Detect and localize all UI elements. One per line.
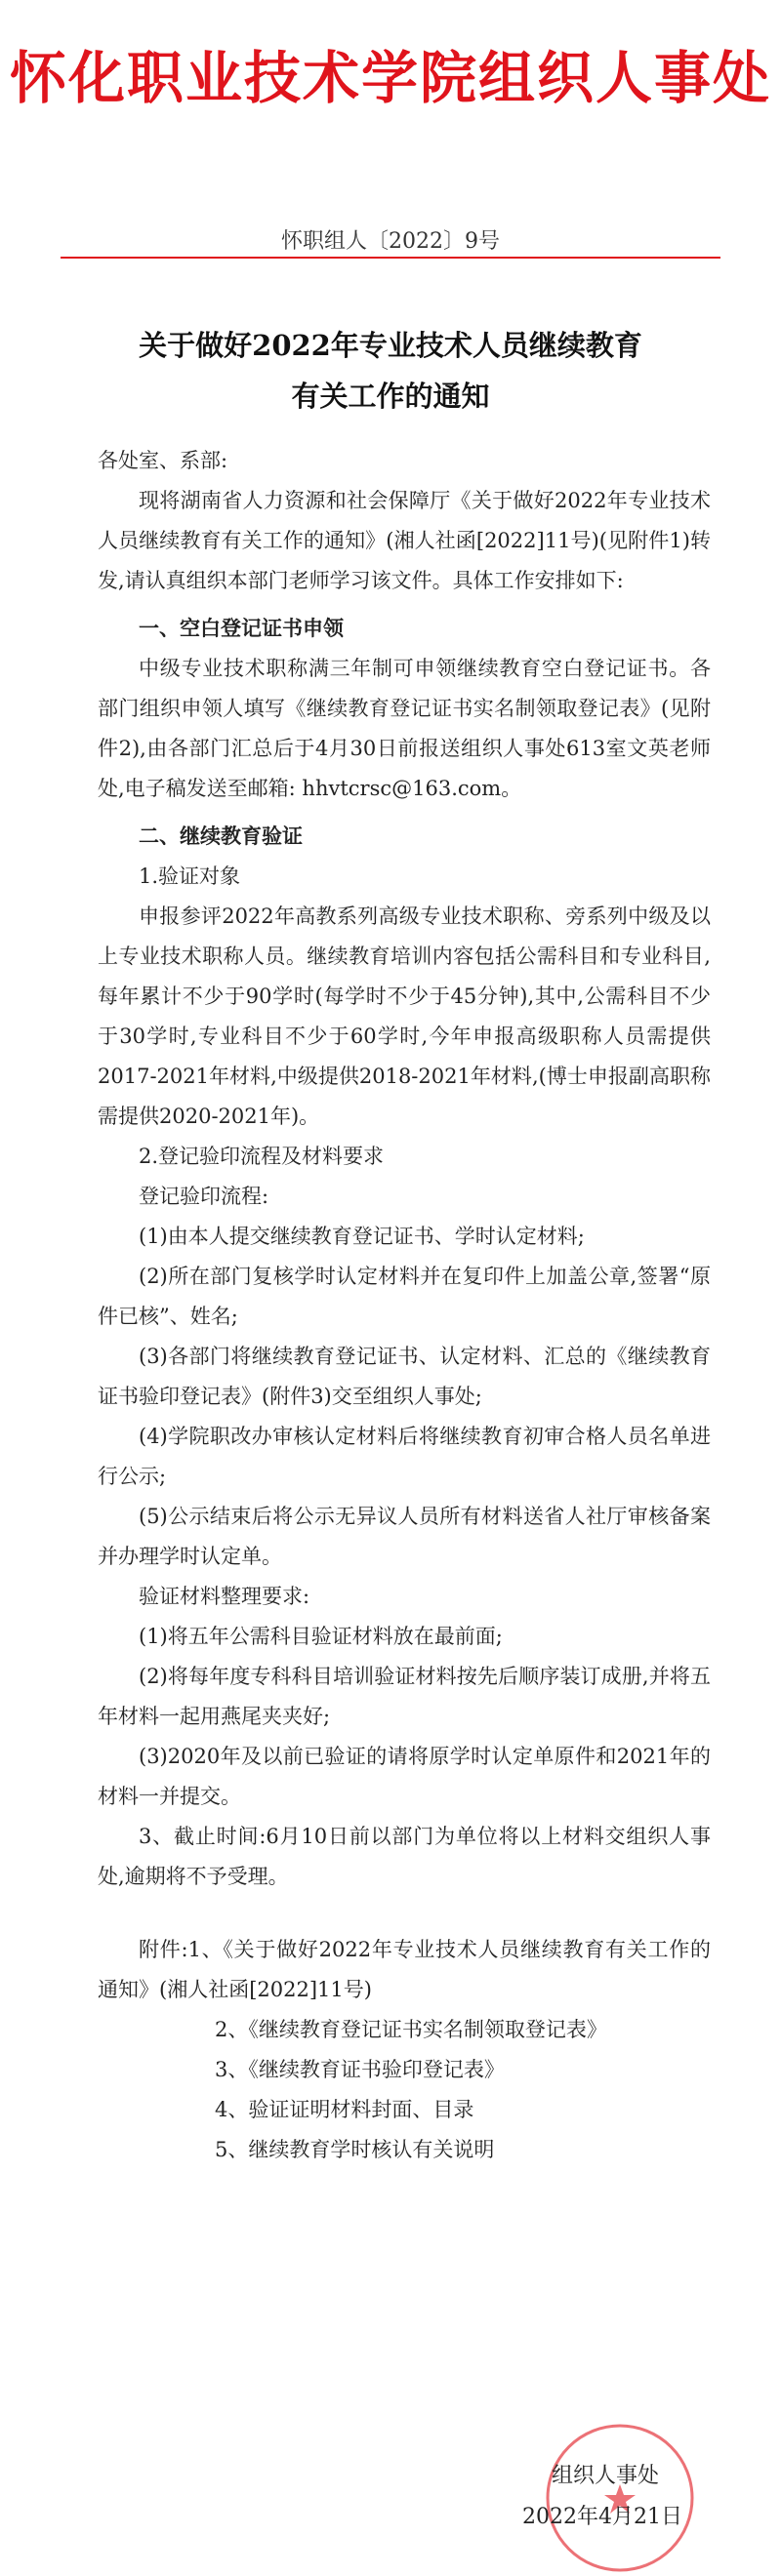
red-divider: [61, 257, 720, 259]
notice-title-line2: 有关工作的通知: [291, 380, 490, 413]
salutation: 各处室、系部:: [98, 449, 228, 472]
section2-heading: 二、继续教育验证: [139, 825, 303, 848]
attachment-item: 5、继续教育学时核认有关说明: [215, 2138, 495, 2161]
document-number: 怀职组人〔2022〕9号: [281, 229, 500, 254]
process-step: (3)各部门将继续教育登记证书、认定材料、汇总的《继续教育证书验印登记表》(附件3)交至组织人事处;: [98, 1345, 711, 1408]
section1-paragraph: 中级专业技术职称满三年制可申领继续教育空白登记证书。各部门组织申领人填写《继续教育登记证书实名制领取登记表》(见附件2),由各部门汇总后于4月30日前报送组织人事处613室文英老师处,电子稿发送至邮箱: hhvtcrsc@163.com。: [98, 657, 711, 800]
section1-heading: 一、空白登记证书申领: [139, 617, 344, 640]
material-item: (1)将五年公需科目验证材料放在最前面;: [139, 1625, 503, 1648]
attachment-item: 附件:1、《关于做好2022年专业技术人员继续教育有关工作的通知》(湘人社函[2022]11号): [98, 1938, 711, 2001]
material-item: (3)2020年及以前已验证的请将原学时认定单原件和2021年的材料一并提交。: [98, 1745, 711, 1808]
notice-body: [98, 441, 711, 2170]
process-step: (2)所在部门复核学时认定材料并在复印件上加盖公章,签署“原件已核”、姓名;: [98, 1265, 711, 1328]
sub1-heading: 1.验证对象: [139, 865, 241, 888]
process-step: (4)学院职改办审核认定材料后将继续教育初审合格人员名单进行公示;: [98, 1425, 711, 1488]
intro-paragraph: 现将湖南省人力资源和社会保障厅《关于做好2022年专业技术人员继续教育有关工作的通知》(湘人社函[2022]11号)(见附件1)转发,请认真组织本部门老师学习该文件。具体工作安排如下:: [98, 489, 711, 592]
material-item: (2)将每年度专科科目培训验证材料按先后顺序装订成册,并将五年材料一起用燕尾夹夹好;: [98, 1665, 711, 1728]
deadline-paragraph: 3、截止时间:6月10日前以部门为单位将以上材料交组织人事处,逾期将不予受理。: [98, 1825, 711, 1888]
process-step: (5)公示结束后将公示无异议人员所有材料送省人社厅审核备案并办理学时认定单。: [98, 1505, 711, 1568]
notice-title-line1: 关于做好2022年专业技术人员继续教育: [139, 329, 642, 362]
materials-label: 验证材料整理要求:: [139, 1585, 310, 1608]
official-seal: [542, 2420, 698, 2576]
attachment-item: 2、《继续教育登记证书实名制领取登记表》: [215, 2018, 607, 2041]
signature-org: 组织人事处: [552, 2464, 660, 2488]
attachment-item: 3、《继续教育证书验印登记表》: [215, 2058, 505, 2081]
signature-date: 2022年4月21日: [522, 2505, 682, 2529]
attachment-item: 4、验证证明材料封面、目录: [215, 2098, 474, 2121]
sub2-heading: 2.登记验印流程及材料要求: [139, 1145, 385, 1168]
process-label: 登记验印流程:: [139, 1185, 269, 1208]
process-step: (1)由本人提交继续教育登记证书、学时认定材料;: [139, 1225, 585, 1248]
sub1-paragraph: 申报参评2022年高教系列高级专业技术职称、旁系列中级及以上专业技术职称人员。继续教育培训内容包括公需科目和专业科目,每年累计不少于90学时(每学时不少于45分钟),其中,公需科目不少于30学时,专业科目不少于60学时,今年申报高级职称人员需提供2017-2021年材料,中级提供2018-2021年材料,(博士申报副高职称需提供2020-2021年)。: [98, 905, 711, 1128]
org-title: 怀化职业技术学院组织人事处: [9, 45, 771, 111]
